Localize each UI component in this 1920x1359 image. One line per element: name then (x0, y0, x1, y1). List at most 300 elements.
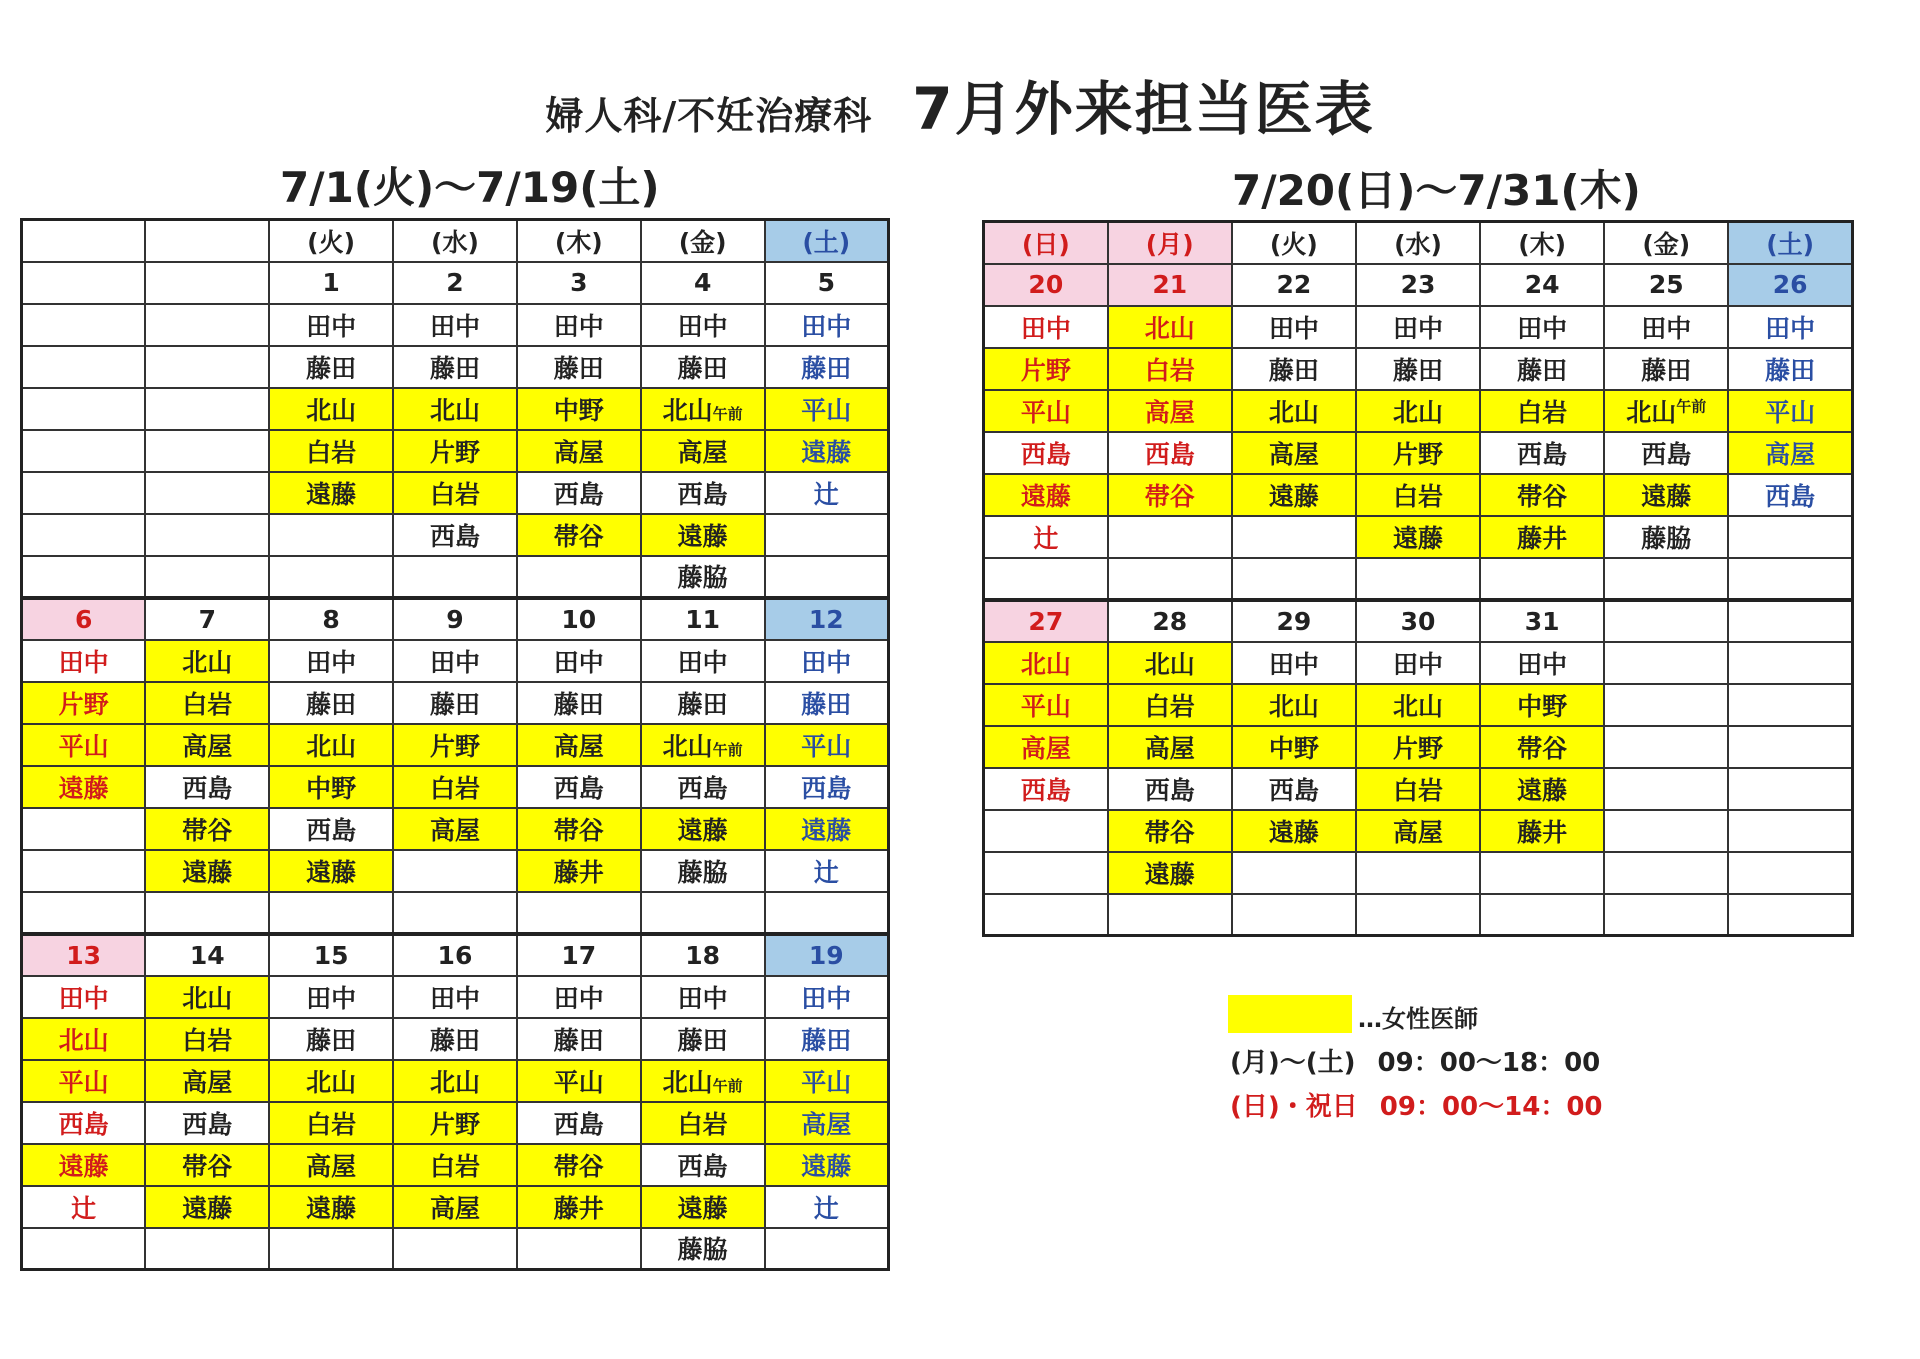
schedule-cell (1604, 894, 1728, 936)
schedule-cell (269, 556, 393, 598)
schedule-cell (984, 642, 1108, 684)
schedule-cell (1108, 474, 1232, 516)
schedule-cell (1232, 726, 1356, 768)
schedule-cell (1604, 600, 1728, 642)
cell-text: 高屋 (677, 437, 728, 467)
schedule-cell (1356, 768, 1480, 810)
cell-text: 白岩 (182, 689, 233, 719)
schedule-cell (269, 346, 393, 388)
schedule-cell (22, 934, 146, 976)
cell-text: 辻 (71, 1193, 97, 1223)
cell-text: 北山 (662, 731, 713, 761)
schedule-cell (393, 724, 517, 766)
schedule-cell (1108, 390, 1232, 432)
schedule-cell (765, 220, 889, 262)
schedule-cell (1604, 474, 1728, 516)
schedule-cell (393, 472, 517, 514)
schedule-cell (145, 346, 269, 388)
schedule-cell (1604, 432, 1728, 474)
cell-text: 田中 (58, 983, 109, 1013)
cell-text: 西島 (801, 773, 852, 803)
schedule-cell (1604, 222, 1728, 264)
schedule-cell (641, 1228, 765, 1270)
schedule-cell (269, 808, 393, 850)
cell-text: 26 (1772, 270, 1808, 299)
schedule-cell (1604, 642, 1728, 684)
cell-text: 北山 (1020, 649, 1071, 679)
schedule-cell (22, 262, 146, 304)
schedule-cell (984, 810, 1108, 852)
cell-text: 田中 (1765, 313, 1816, 343)
schedule-cell (145, 262, 269, 304)
schedule-cell (641, 430, 765, 472)
schedule-cell (1728, 348, 1852, 390)
schedule-cell (1356, 264, 1480, 306)
schedule-cell (269, 1102, 393, 1144)
cell-text: 西島 (429, 521, 480, 551)
weekday-time: 09：00〜18：00 (1377, 1048, 1601, 1078)
schedule-row (984, 600, 1853, 642)
schedule-cell (517, 976, 641, 1018)
cell-text: 西島 (1144, 775, 1195, 805)
schedule-cell (22, 724, 146, 766)
cell-text: 高屋 (1144, 733, 1195, 763)
cell-text: 田中 (801, 311, 852, 341)
schedule-cell (269, 766, 393, 808)
cell-text: 遠藤 (801, 437, 852, 467)
cell-text: 辻 (813, 479, 839, 509)
schedule-cell (641, 598, 765, 640)
schedule-cell (1232, 852, 1356, 894)
schedule-table-left (20, 218, 890, 1271)
schedule-cell (269, 1144, 393, 1186)
cell-text: 藤田 (306, 1025, 357, 1055)
schedule-cell (517, 472, 641, 514)
holiday-hours (1230, 1086, 1603, 1123)
schedule-cell (765, 346, 889, 388)
schedule-row (22, 304, 889, 346)
schedule-cell (22, 766, 146, 808)
schedule-cell (765, 892, 889, 934)
cell-text: 藤井 (1517, 523, 1568, 553)
schedule-cell (1356, 600, 1480, 642)
cell-text: 4 (693, 268, 712, 297)
schedule-cell (1356, 432, 1480, 474)
cell-text: 西島 (1020, 439, 1071, 469)
cell-text: 北山 (1626, 397, 1677, 427)
schedule-cell (517, 556, 641, 598)
cell-text: 藤田 (429, 353, 480, 383)
cell-text: 辻 (813, 857, 839, 887)
schedule-cell (1108, 600, 1232, 642)
schedule-cell (984, 222, 1108, 264)
schedule-cell (1604, 684, 1728, 726)
schedule-cell (1356, 894, 1480, 936)
schedule-cell (22, 892, 146, 934)
cell-text: 平山 (553, 1067, 604, 1097)
schedule-cell (765, 934, 889, 976)
schedule-cell (145, 892, 269, 934)
cell-text: 西島 (553, 479, 604, 509)
cell-text: (土) (802, 227, 851, 257)
schedule-cell (145, 724, 269, 766)
schedule-cell (1604, 726, 1728, 768)
schedule-cell (1480, 684, 1604, 726)
schedule-cell (1604, 390, 1728, 432)
weekday-hours (1230, 1042, 1600, 1079)
cell-text: 藤田 (801, 689, 852, 719)
schedule-cell (517, 598, 641, 640)
cell-text: 28 (1152, 606, 1188, 636)
schedule-cell (22, 472, 146, 514)
schedule-cell (393, 514, 517, 556)
cell-text: 高屋 (306, 1151, 357, 1181)
schedule-row (22, 220, 889, 262)
schedule-cell (765, 388, 889, 430)
schedule-row (22, 514, 889, 556)
schedule-cell (269, 1018, 393, 1060)
schedule-cell (641, 1102, 765, 1144)
cell-text: 12 (808, 604, 844, 634)
cell-text: 帯谷 (553, 521, 604, 551)
cell-text: 18 (685, 940, 721, 970)
cell-text: 藤田 (1392, 355, 1443, 385)
cell-text: 田中 (1517, 649, 1568, 679)
morning-only-label: 午前 (712, 740, 743, 759)
cell-text: 藤田 (1268, 355, 1319, 385)
cell-text: 遠藤 (1144, 859, 1195, 889)
cell-text: 北山 (429, 1067, 480, 1097)
schedule-cell (393, 1018, 517, 1060)
cell-text: (月) (1145, 229, 1194, 259)
cell-text: 9 (446, 604, 464, 634)
schedule-cell (1232, 306, 1356, 348)
schedule-cell (1728, 894, 1852, 936)
schedule-cell (1728, 768, 1852, 810)
cell-text: 2 (446, 268, 464, 297)
schedule-row (984, 558, 1853, 600)
schedule-cell (641, 262, 765, 304)
cell-text: 6 (74, 604, 93, 634)
schedule-cell (145, 556, 269, 598)
schedule-cell (22, 1228, 146, 1270)
schedule-cell (765, 262, 889, 304)
cell-text: 藤田 (553, 353, 604, 383)
schedule-cell (269, 976, 393, 1018)
schedule-row (22, 724, 889, 766)
schedule-cell (1356, 306, 1480, 348)
cell-text: 中野 (306, 773, 357, 803)
cell-text: 遠藤 (1392, 523, 1443, 553)
schedule-cell (393, 346, 517, 388)
schedule-cell (22, 850, 146, 892)
schedule-cell (1604, 264, 1728, 306)
cell-text: 藤田 (553, 1025, 604, 1055)
schedule-cell (1480, 516, 1604, 558)
cell-text: 田中 (1517, 313, 1568, 343)
schedule-cell (145, 220, 269, 262)
cell-text: 24 (1524, 270, 1560, 299)
schedule-cell (984, 768, 1108, 810)
schedule-cell (1480, 894, 1604, 936)
cell-text: 帯谷 (182, 815, 233, 845)
schedule-cell (145, 766, 269, 808)
cell-text: 23 (1400, 270, 1436, 299)
cell-text: 白岩 (1392, 481, 1443, 511)
cell-text: 藤田 (1517, 355, 1568, 385)
schedule-cell (765, 472, 889, 514)
cell-text: 遠藤 (58, 1151, 109, 1181)
schedule-cell (1232, 264, 1356, 306)
schedule-cell (765, 1060, 889, 1102)
schedule-cell (1604, 306, 1728, 348)
schedule-cell (1108, 726, 1232, 768)
cell-text: 田中 (1392, 313, 1443, 343)
department-title: 婦人科/不妊治療科 (545, 94, 873, 138)
schedule-cell (641, 808, 765, 850)
cell-text: 白岩 (1144, 355, 1195, 385)
cell-text: 11 (685, 604, 721, 634)
schedule-cell (517, 1060, 641, 1102)
cell-text: 片野 (1392, 439, 1443, 469)
schedule-cell (269, 1186, 393, 1228)
schedule-cell (641, 472, 765, 514)
cell-text: 田中 (677, 311, 728, 341)
cell-text: 片野 (1392, 733, 1443, 763)
cell-text: 14 (189, 940, 225, 970)
cell-text: (土) (1766, 229, 1815, 259)
schedule-cell (1604, 348, 1728, 390)
schedule-cell (765, 1228, 889, 1270)
schedule-cell (1108, 516, 1232, 558)
schedule-cell (517, 1018, 641, 1060)
right-range-heading: 7/20(日)〜7/31(木) (1232, 166, 1641, 215)
schedule-cell (145, 1060, 269, 1102)
schedule-cell (984, 600, 1108, 642)
cell-text: 片野 (429, 1109, 480, 1139)
schedule-cell (1480, 768, 1604, 810)
cell-text: 藤田 (1765, 355, 1816, 385)
schedule-cell (22, 1018, 146, 1060)
schedule-cell (1728, 516, 1852, 558)
schedule-cell (1356, 810, 1480, 852)
schedule-row (984, 222, 1853, 264)
schedule-cell (765, 1102, 889, 1144)
schedule-cell (145, 1018, 269, 1060)
cell-text: 藤田 (429, 1025, 480, 1055)
cell-text: 北山 (1392, 691, 1443, 721)
cell-text: 17 (561, 940, 597, 970)
schedule-cell (641, 640, 765, 682)
cell-text: 帯谷 (1144, 481, 1195, 511)
schedule-row (984, 432, 1853, 474)
cell-text: 田中 (429, 983, 480, 1013)
cell-text: 西島 (182, 1109, 233, 1139)
cell-text: 藤田 (306, 689, 357, 719)
schedule-row (22, 1018, 889, 1060)
schedule-cell (1480, 390, 1604, 432)
cell-text: 平山 (801, 731, 852, 761)
schedule-row (22, 1228, 889, 1270)
cell-text: (日) (1021, 229, 1070, 259)
schedule-cell (1232, 222, 1356, 264)
cell-text: 西島 (553, 1109, 604, 1139)
schedule-row (22, 640, 889, 682)
schedule-cell (1356, 390, 1480, 432)
cell-text: 藤田 (677, 689, 728, 719)
cell-text: (火) (1269, 229, 1318, 259)
schedule-row (22, 850, 889, 892)
schedule-cell (393, 682, 517, 724)
schedule-row (22, 1060, 889, 1102)
schedule-cell (1108, 642, 1232, 684)
schedule-cell (22, 514, 146, 556)
cell-text: 中野 (553, 395, 604, 425)
cell-text: 藤田 (801, 353, 852, 383)
cell-text: 西島 (677, 773, 728, 803)
cell-text: 白岩 (1392, 775, 1443, 805)
schedule-cell (22, 640, 146, 682)
schedule-cell (517, 304, 641, 346)
cell-text: 25 (1648, 270, 1684, 299)
cell-text: 白岩 (306, 437, 357, 467)
cell-text: 19 (808, 940, 844, 970)
schedule-cell (22, 1102, 146, 1144)
cell-text: 遠藤 (801, 815, 852, 845)
schedule-cell (393, 850, 517, 892)
female-doctor-label: …女性医師 (1358, 1005, 1478, 1033)
schedule-title: 7月外来担当医表 (912, 75, 1375, 143)
schedule-cell (1232, 684, 1356, 726)
cell-text: 藤田 (677, 1025, 728, 1055)
schedule-cell (517, 850, 641, 892)
schedule-cell (269, 304, 393, 346)
schedule-cell (517, 1102, 641, 1144)
schedule-cell (1356, 348, 1480, 390)
cell-text: 3 (570, 268, 588, 297)
cell-text: 高屋 (429, 1193, 480, 1223)
schedule-cell (1728, 642, 1852, 684)
cell-text: 遠藤 (677, 521, 728, 551)
schedule-cell (984, 558, 1108, 600)
schedule-row (22, 430, 889, 472)
schedule-cell (1356, 222, 1480, 264)
schedule-cell (1232, 768, 1356, 810)
cell-text: 西島 (1517, 439, 1568, 469)
schedule-cell (145, 934, 269, 976)
cell-text: 高屋 (1020, 733, 1071, 763)
cell-text: 藤田 (553, 689, 604, 719)
schedule-cell (641, 1186, 765, 1228)
cell-text: 田中 (306, 311, 357, 341)
schedule-cell (517, 934, 641, 976)
schedule-cell (145, 1102, 269, 1144)
cell-text: 片野 (429, 437, 480, 467)
schedule-cell (641, 934, 765, 976)
schedule-cell (145, 850, 269, 892)
schedule-cell (1108, 810, 1232, 852)
cell-text: 高屋 (1268, 439, 1319, 469)
cell-text: 藤脇 (677, 857, 728, 887)
cell-text: 遠藤 (677, 1193, 728, 1223)
schedule-cell (145, 976, 269, 1018)
cell-text: 白岩 (429, 1151, 480, 1181)
cell-text: 遠藤 (1268, 481, 1319, 511)
cell-text: 中野 (1268, 733, 1319, 763)
schedule-cell (517, 1228, 641, 1270)
cell-text: 31 (1524, 606, 1560, 636)
schedule-cell (1108, 348, 1232, 390)
cell-text: 8 (322, 604, 340, 634)
schedule-cell (393, 808, 517, 850)
schedule-cell (393, 598, 517, 640)
schedule-cell (145, 640, 269, 682)
cell-text: 藤脇 (1641, 523, 1692, 553)
schedule-cell (765, 1186, 889, 1228)
cell-text: 藤田 (1641, 355, 1692, 385)
schedule-cell (393, 304, 517, 346)
cell-text: 西島 (182, 773, 233, 803)
schedule-cell (641, 1060, 765, 1102)
cell-text: 北山 (58, 1025, 109, 1055)
schedule-cell (1356, 852, 1480, 894)
schedule-row (984, 264, 1853, 306)
schedule-cell (641, 1018, 765, 1060)
cell-text: 西島 (677, 479, 728, 509)
schedule-cell (22, 430, 146, 472)
cell-text: 帯谷 (1517, 481, 1568, 511)
schedule-cell (145, 808, 269, 850)
schedule-cell (145, 514, 269, 556)
schedule-cell (765, 304, 889, 346)
schedule-row (984, 852, 1853, 894)
cell-text: (金) (1642, 229, 1691, 259)
cell-text: 白岩 (677, 1109, 728, 1139)
schedule-cell (1604, 558, 1728, 600)
cell-text: 遠藤 (182, 857, 233, 887)
schedule-cell (517, 346, 641, 388)
holiday-time: 09：00〜14：00 (1379, 1092, 1603, 1122)
schedule-cell (765, 430, 889, 472)
cell-text: 北山 (429, 395, 480, 425)
cell-text: 田中 (1641, 313, 1692, 343)
schedule-cell (765, 766, 889, 808)
cell-text: 藤田 (801, 1025, 852, 1055)
cell-text: 田中 (553, 311, 604, 341)
schedule-cell (269, 1228, 393, 1270)
schedule-row (22, 262, 889, 304)
weekday-days: (月)〜(土) (1230, 1048, 1356, 1078)
cell-text: 白岩 (429, 773, 480, 803)
schedule-cell (269, 850, 393, 892)
cell-text: 田中 (1392, 649, 1443, 679)
schedule-cell (1728, 684, 1852, 726)
schedule-cell (1108, 432, 1232, 474)
schedule-cell (1480, 558, 1604, 600)
schedule-cell (393, 934, 517, 976)
schedule-cell (269, 682, 393, 724)
cell-text: 平山 (1020, 397, 1071, 427)
cell-text: 遠藤 (1268, 817, 1319, 847)
schedule-cell (393, 892, 517, 934)
female-doctor-swatch (1228, 995, 1352, 1033)
cell-text: 藤田 (306, 353, 357, 383)
cell-text: 白岩 (306, 1109, 357, 1139)
cell-text: 北山 (182, 647, 233, 677)
schedule-row (22, 892, 889, 934)
cell-text: 北山 (306, 395, 357, 425)
schedule-cell (641, 892, 765, 934)
